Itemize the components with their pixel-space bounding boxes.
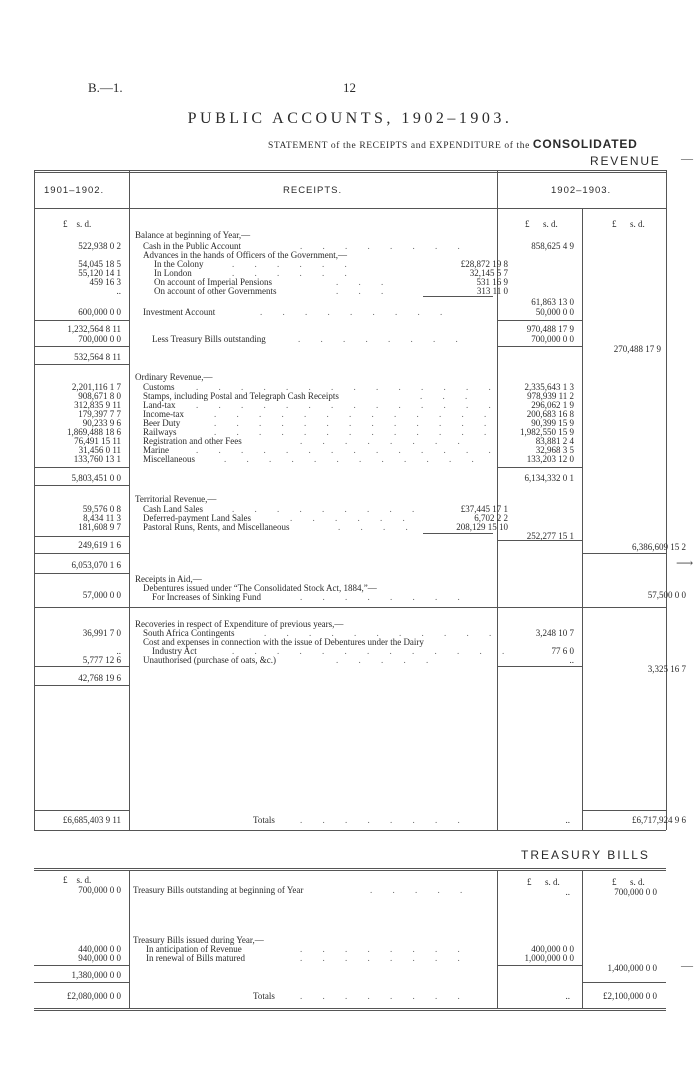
leader-dots: . . . . . <box>370 885 472 895</box>
table-bottom-rule-2 <box>34 1010 666 1011</box>
pound-symbol: £ <box>63 219 68 229</box>
subtotal-rule <box>34 965 129 966</box>
prev-amount: 31,456 0 11 <box>78 445 121 455</box>
total-prev: £2,080,000 0 0 <box>67 991 121 1001</box>
subtotal-rule <box>34 573 129 574</box>
page-number: 12 <box>343 80 356 95</box>
currency-header-c1 <box>525 219 558 229</box>
prev-amount: 76,491 15 11 <box>74 436 121 446</box>
section-rule <box>34 607 666 608</box>
subtotal-rule <box>34 467 129 468</box>
leader-dots: . . . . . . . . . . . . . . <box>196 445 500 455</box>
subtotal-rule <box>34 666 129 667</box>
prev-amount: 57,000 0 0 <box>82 590 121 600</box>
mid-amount: £28,872 19 8 <box>460 259 508 269</box>
total-c2: £6,717,924 9 6 <box>632 815 686 825</box>
pence-symbol: d. <box>638 219 645 229</box>
column-header-receipts: RECEIPTS. <box>283 185 343 196</box>
c1-amount: 400,000 0 0 <box>531 944 574 954</box>
prev-amount: 1,232,564 8 11 <box>67 324 121 334</box>
leader-dots: . . . . . . . . . <box>232 504 424 514</box>
table-left-border <box>34 170 35 830</box>
pence-symbol: d. <box>551 219 558 229</box>
pound-symbol: £ <box>525 219 530 229</box>
prev-amount: 90,233 9 6 <box>82 418 121 428</box>
row-label: Investment Account <box>143 307 216 317</box>
row-label: Pastoral Runs, Rents, and Miscellaneous <box>143 522 290 532</box>
subtotal-rule <box>582 982 666 983</box>
row-label: Deferred-payment Land Sales <box>143 513 251 523</box>
c1-amount: 133,203 12 0 <box>526 454 574 464</box>
totals-label: Totals <box>253 991 275 1001</box>
prev-amount: 532,564 8 11 <box>74 352 121 362</box>
c1-amount: 296,062 1 9 <box>531 400 574 410</box>
subtotal-rule <box>497 965 582 966</box>
subtotal-rule <box>34 536 129 537</box>
leader-dots: . . . . . . . . <box>300 991 469 1001</box>
c1-amount: 61,863 13 0 <box>531 297 574 307</box>
prev-amount: 249,619 1 6 <box>78 540 121 550</box>
row-label: Cost and expenses in connection with the issue of Debentures under the Dairy <box>143 637 424 647</box>
page-title: PUBLIC ACCOUNTS, 1902–1903. <box>187 110 513 127</box>
prev-amount: 133,760 13 1 <box>73 454 121 464</box>
currency-header-c2 <box>612 877 645 887</box>
subtotal-rule <box>34 320 129 321</box>
c1-amount: .. <box>569 655 574 665</box>
prev-amount: 5,803,451 0 0 <box>71 473 121 483</box>
shilling-symbol: s. <box>76 219 83 229</box>
prev-amount: 54,045 18 5 <box>78 259 121 269</box>
subtotal-rule <box>34 553 129 554</box>
total-c1: .. <box>565 991 570 1001</box>
leader-dots: . . . . . . . . . . . . . . <box>196 382 500 392</box>
row-label: Receipts in Aid,— <box>135 574 202 584</box>
row-label: Balance at beginning of Year,— <box>135 230 251 240</box>
prev-amount: 2,201,116 1 7 <box>71 382 121 392</box>
pound-symbol: £ <box>612 219 617 229</box>
row-label: Marine <box>143 445 169 455</box>
prev-amount: 1,869,488 18 6 <box>67 427 121 437</box>
pence-symbol: d. <box>84 219 92 229</box>
row-label: Cash Land Sales <box>143 504 203 514</box>
c1-amount: 252,277 15 1 <box>526 531 574 541</box>
c1-amount: 970,488 17 9 <box>526 324 574 334</box>
subtotal-rule <box>34 485 129 486</box>
row-label: In anticipation of Revenue <box>146 944 242 954</box>
c1-amount: 858,625 4 9 <box>531 241 574 251</box>
c2-amount: 57,500 0 0 <box>647 590 686 600</box>
prev-amount: .. <box>116 286 121 296</box>
c2-amount: 1,400,000 0 0 <box>607 963 657 973</box>
c1-amount: 6,134,332 0 1 <box>524 473 574 483</box>
subtotal-rule <box>497 320 582 321</box>
document-reference: B.—1. <box>88 80 123 95</box>
pence-symbol: d. <box>84 875 92 885</box>
row-label: Industry Act <box>152 646 197 656</box>
c2-amount: 3,325 16 7 <box>647 664 686 674</box>
leader-dots: . . . . . . . . . . . . . <box>232 646 514 656</box>
col-divider-right <box>582 870 583 1008</box>
leader-dots: . . . . . . . . . . . . . <box>214 418 496 428</box>
col-divider-left <box>129 870 130 1008</box>
subtotal-rule <box>34 685 129 686</box>
leader-dots: . . . . . . . . . . . . . <box>214 409 496 419</box>
shilling-symbol: s. <box>545 877 551 887</box>
leader-dots: . . . . . . . . . . . . . <box>214 427 496 437</box>
prev-amount: 700,000 0 0 <box>78 334 121 344</box>
currency-header-c2 <box>612 219 645 229</box>
leader-dots: . . . . <box>338 522 417 532</box>
total-rule <box>34 810 129 811</box>
subtotal-rule <box>582 553 666 554</box>
c2-amount: 700,000 0 0 <box>614 887 657 897</box>
c2-amount: 270,488 17 9 <box>613 344 661 354</box>
prev-amount: 600,000 0 0 <box>78 307 121 317</box>
c1-amount: 1,982,550 15 9 <box>520 427 574 437</box>
row-label: Unauthorised (purchase of oats, &c.) <box>143 655 276 665</box>
c1-amount: 32,968 3 5 <box>535 445 574 455</box>
subtotal-rule <box>34 982 129 983</box>
prev-amount: 459 16 3 <box>89 277 121 287</box>
shilling-symbol: s. <box>543 219 549 229</box>
mid-amount: 208,129 15 10 <box>456 522 508 532</box>
row-label: Less Treasury Bills outstanding <box>152 334 266 344</box>
row-label: On account of other Governments <box>154 286 277 296</box>
prev-amount: 36,991 7 0 <box>82 628 121 638</box>
prev-amount: 908,671 8 0 <box>78 391 121 401</box>
mid-amount: 531 16 9 <box>476 277 508 287</box>
pence-symbol: d. <box>553 877 560 887</box>
col-divider-left <box>129 170 130 830</box>
total-c2: £2,100,000 0 0 <box>603 991 657 1001</box>
c1-amount: 200,683 16 8 <box>526 409 574 419</box>
prev-amount: 6,053,070 1 6 <box>71 560 121 570</box>
pound-symbol: £ <box>527 877 532 887</box>
prev-amount: 179,397 7 7 <box>78 409 121 419</box>
row-label: Land-tax <box>143 400 176 410</box>
leader-dots: . . . . . . . . <box>300 953 469 963</box>
leader-dots: . . . . . . . . <box>300 436 469 446</box>
leader-dots: . . . . . . . . . . . <box>264 628 501 638</box>
c1-amount: 3,248 10 7 <box>535 628 574 638</box>
total-prev: £6,685,403 9 11 <box>62 815 121 825</box>
col-divider-right <box>582 208 583 830</box>
leader-dots: . . . . . . . . <box>300 944 469 954</box>
prev-amount: 42,768 19 6 <box>78 673 121 683</box>
leader-dots: . . . . . . <box>232 259 356 269</box>
leader-dots: . . . . . . . . . <box>260 307 452 317</box>
c1-amount: 978,939 11 2 <box>527 391 574 401</box>
prev-amount: 700,000 0 0 <box>78 885 121 895</box>
table-top-rule <box>34 868 666 869</box>
row-label: Railways <box>143 427 177 437</box>
prev-amount: 522,938 0 2 <box>78 241 121 251</box>
row-label: Miscellaneous <box>143 454 195 464</box>
subtotal-rule <box>423 296 493 297</box>
row-label: South Africa Contingents <box>143 628 235 638</box>
row-label: On account of Imperial Pensions <box>154 277 272 287</box>
prev-amount: 181,608 9 7 <box>78 522 121 532</box>
prev-amount: 440,000 0 0 <box>78 944 121 954</box>
mid-amount: 32,145 5 7 <box>469 268 508 278</box>
row-label: In renewal of Bills matured <box>146 953 245 963</box>
mid-amount: £37,445 17 1 <box>460 504 508 514</box>
leader-dots: . . . . . . . . <box>298 334 467 344</box>
row-label: Recoveries in respect of Expenditure of previous years,— <box>135 619 344 629</box>
c1-amount: 90,399 15 9 <box>531 418 574 428</box>
c1-amount: 50,000 0 0 <box>535 307 574 317</box>
prev-amount: 1,380,000 0 0 <box>71 970 121 980</box>
c1-amount: 1,000,000 0 0 <box>524 953 574 963</box>
c1-amount: .. <box>565 887 570 897</box>
row-label: Beer Duty <box>143 418 181 428</box>
table-bottom-rule <box>34 1008 666 1009</box>
leader-dots: . . . . . . <box>232 268 356 278</box>
prev-amount: 5,777 12 6 <box>82 655 121 665</box>
leader-dots: . . . . . . . . . . . . <box>224 454 483 464</box>
row-label: In the Colony <box>154 259 204 269</box>
leader-dots: . . . . . . <box>290 513 414 523</box>
prev-amount: 8,434 11 3 <box>83 513 121 523</box>
subtitle-prefix: STATEMENT of the RECEIPTS and EXPENDITURE of the <box>268 141 530 151</box>
leader-dots: . . . . . . . . . . . . . . <box>196 400 500 410</box>
leader-dots: . . . . . . . . <box>300 241 469 251</box>
shilling-symbol: s. <box>76 875 83 885</box>
leader-dots: . . . <box>336 277 393 287</box>
totals-label: Totals <box>253 815 275 825</box>
margin-arrow-mark-icon: ⟶ <box>676 556 694 570</box>
c2-amount: 6,386,609 15 2 <box>632 542 686 552</box>
statement-subtitle <box>268 137 638 151</box>
total-c1: .. <box>565 815 570 825</box>
subtotal-rule <box>497 540 582 541</box>
row-label: For Increases of Sinking Fund <box>152 592 261 602</box>
leader-dots: . . . <box>420 391 477 401</box>
margin-tick-mark-icon: — <box>681 958 693 972</box>
mid-amount: 6,702 2 2 <box>474 513 508 523</box>
subtotal-rule <box>497 666 582 667</box>
subtitle-revenue: REVENUE <box>590 154 661 168</box>
c1-amount: 700,000 0 0 <box>531 334 574 344</box>
row-label: Stamps, including Postal and Telegraph Cash Receipts <box>143 391 339 401</box>
row-label: In London <box>154 268 192 278</box>
prev-amount: .. <box>116 646 121 656</box>
leader-dots: . . . . . . . . <box>300 815 469 825</box>
c1-amount: 77 6 0 <box>551 646 574 656</box>
pound-symbol: £ <box>63 875 68 885</box>
mid-amount: 313 11 0 <box>476 286 508 296</box>
currency-header-prev <box>63 875 91 885</box>
row-label: Customs <box>143 382 175 392</box>
row-label: Debentures issued under “The Consolidated Stock Act, 1884,”— <box>143 583 377 593</box>
total-rule <box>582 810 666 811</box>
table-right-border <box>666 170 667 830</box>
table-bottom-rule <box>34 830 666 831</box>
c1-amount: 83,881 2 4 <box>535 436 574 446</box>
subtotal-rule <box>423 533 493 534</box>
subtotal-rule <box>34 346 129 347</box>
leader-dots: . . . . . <box>336 655 438 665</box>
shilling-symbol: s. <box>630 219 636 229</box>
subtitle-bold: CONSOLIDATED <box>532 137 638 151</box>
row-label: Treasury Bills issued during Year,— <box>133 935 264 945</box>
treasury-bills-title: TREASURY BILLS <box>521 848 650 862</box>
subtotal-rule <box>497 467 582 468</box>
prev-amount: 312,835 9 11 <box>74 400 121 410</box>
row-label: Ordinary Revenue,— <box>135 372 213 382</box>
row-label: Treasury Bills outstanding at beginning of Year <box>133 885 304 895</box>
prev-amount: 59,576 0 8 <box>82 504 121 514</box>
subtotal-rule <box>34 364 129 365</box>
column-header-prev-year: 1901–1902. <box>44 185 105 196</box>
pound-symbol: £ <box>612 877 617 887</box>
row-label: Territorial Revenue,— <box>135 494 217 504</box>
col-divider-mid <box>497 870 498 1008</box>
row-label: Advances in the hands of Officers of the Government,— <box>143 250 348 260</box>
c1-amount: 2,335,643 1 3 <box>524 382 574 392</box>
leader-dots: . . . . . . . . <box>300 592 469 602</box>
currency-header-prev <box>63 219 91 229</box>
prev-amount: 55,120 14 1 <box>78 268 121 278</box>
shilling-symbol: s. <box>630 877 636 887</box>
leader-dots: . . . <box>336 286 393 296</box>
margin-tick-mark-icon: — <box>681 151 693 165</box>
column-header-current-year: 1902–1903. <box>551 185 612 196</box>
row-label: Registration and other Fees <box>143 436 242 446</box>
row-label: Income-tax <box>143 409 184 419</box>
prev-amount: 940,000 0 0 <box>78 953 121 963</box>
pence-symbol: d. <box>638 877 645 887</box>
currency-header-c1 <box>527 877 560 887</box>
subtotal-rule <box>497 346 582 347</box>
row-label: Cash in the Public Account <box>143 241 241 251</box>
